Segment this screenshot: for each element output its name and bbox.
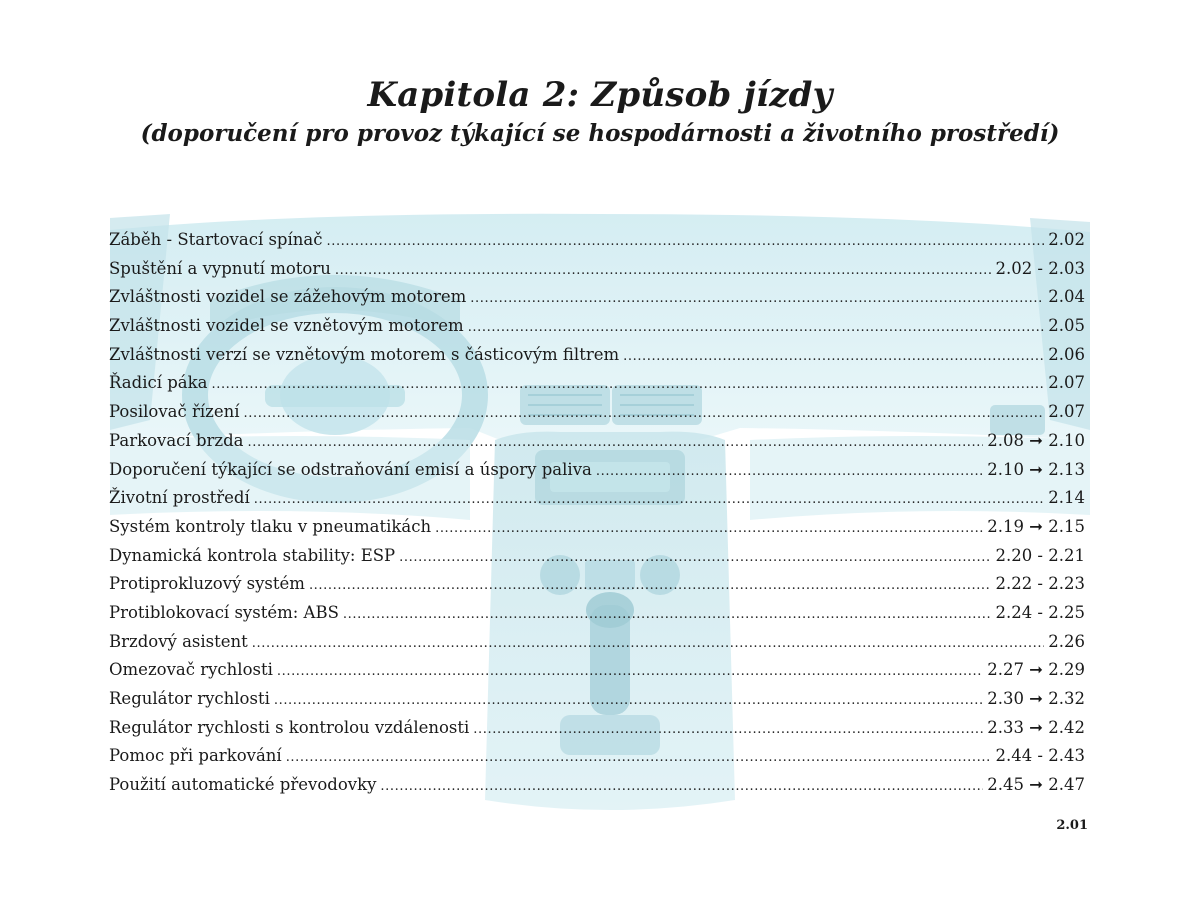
toc-entry-page: 2.02 <box>1048 230 1085 249</box>
toc-entry-page: 2.19 ➞ 2.15 <box>987 516 1085 536</box>
toc-entry-page: 2.30 ➞ 2.32 <box>987 689 1085 708</box>
toc-entry-label: Použití automatické převodovky <box>109 775 377 795</box>
page-subtitle: (doporučení pro provoz týkající se hospodárnosti a životního prostředí) <box>140 120 1060 147</box>
toc-entry-label: Omezovač rychlosti <box>109 660 273 680</box>
toc-entry-label: Zvláštnosti vozidel se zážehovým motorem <box>109 287 467 307</box>
toc-entry-label: Systém kontroly tlaku v pneumatikách <box>109 516 432 536</box>
toc-leader-dots <box>473 716 983 745</box>
toc-entry[interactable] <box>109 427 1085 456</box>
toc-entry-page: 2.33 ➞ 2.42 <box>987 717 1085 737</box>
toc-entry[interactable] <box>109 283 1085 312</box>
toc-entry-label: Záběh - Startovací spínač <box>109 230 323 249</box>
toc-entry-page: 2.44 - 2.43 <box>995 746 1085 766</box>
toc-entry[interactable] <box>109 398 1085 427</box>
toc-leader-dots <box>335 257 992 286</box>
toc-entry-label: Životní prostředí <box>109 488 250 508</box>
page-number: 2.01 <box>1056 818 1088 833</box>
table-of-contents <box>109 226 1085 800</box>
toc-entry[interactable] <box>109 341 1085 370</box>
toc-entry-page: 2.06 <box>1048 344 1085 364</box>
page-title: Kapitola 2: Způsob jízdy <box>367 75 833 115</box>
toc-entry-page: 2.45 ➞ 2.47 <box>987 775 1085 795</box>
toc-leader-dots <box>623 343 1044 372</box>
toc-leader-dots <box>399 544 991 573</box>
toc-entry[interactable] <box>109 628 1085 657</box>
toc-leader-dots <box>274 687 983 716</box>
toc-entry-label: Posilovač řízení <box>109 402 240 422</box>
toc-entry-label: Protiprokluzový systém <box>109 574 305 594</box>
toc-entry[interactable] <box>109 226 1085 255</box>
toc-entry-label: Regulátor rychlosti <box>109 689 270 708</box>
toc-leader-dots <box>211 371 1044 400</box>
toc-entry-page: 2.26 <box>1048 631 1085 651</box>
toc-entry-page: 2.10 ➞ 2.13 <box>987 459 1085 479</box>
toc-entry[interactable] <box>109 685 1085 714</box>
toc-entry[interactable] <box>109 599 1085 628</box>
toc-entry-label: Protiblokovací systém: ABS <box>109 602 339 622</box>
toc-entry-label: Spuštění a vypnutí motoru <box>109 258 331 278</box>
toc-entry-page: 2.14 <box>1048 488 1085 508</box>
toc-entry-label: Zvláštnosti vozidel se vznětovým motorem <box>109 316 464 336</box>
toc-entry[interactable] <box>109 570 1085 599</box>
toc-entry[interactable] <box>109 656 1085 685</box>
toc-entry-label: Brzdový asistent <box>109 631 248 651</box>
toc-entry[interactable] <box>109 513 1085 542</box>
toc-leader-dots <box>247 429 983 458</box>
toc-entry-page: 2.07 <box>1048 373 1085 393</box>
toc-entry-page: 2.22 - 2.23 <box>995 574 1085 594</box>
toc-leader-dots <box>252 630 1044 659</box>
toc-entry[interactable] <box>109 714 1085 743</box>
toc-leader-dots <box>326 228 1044 257</box>
toc-entry-label: Doporučení týkající se odstraňování emisí a úspory paliva <box>109 459 592 479</box>
toc-entry-label: Regulátor rychlosti s kontrolou vzdálenosti <box>109 717 470 737</box>
toc-entry-page: 2.08 ➞ 2.10 <box>987 430 1085 450</box>
toc-entry-label: Dynamická kontrola stability: ESP <box>109 545 396 565</box>
toc-entry-page: 2.27 ➞ 2.29 <box>987 660 1085 680</box>
toc-entry-page: 2.07 <box>1048 402 1085 422</box>
toc-entry-page: 2.20 - 2.21 <box>995 545 1085 565</box>
toc-leader-dots <box>596 458 983 487</box>
toc-entry-label: Řadicí páka <box>109 373 208 393</box>
toc-entry[interactable] <box>109 456 1085 485</box>
toc-entry[interactable] <box>109 255 1085 284</box>
toc-entry-page: 2.04 <box>1048 287 1085 307</box>
toc-entry-label: Parkovací brzda <box>109 430 244 450</box>
toc-entry[interactable] <box>109 369 1085 398</box>
toc-entry[interactable] <box>109 484 1085 513</box>
toc-entry-page: 2.02 - 2.03 <box>995 258 1085 278</box>
toc-leader-dots <box>343 601 992 630</box>
toc-leader-dots <box>309 572 992 601</box>
toc-entry-label: Pomoc při parkování <box>109 746 282 766</box>
toc-leader-dots <box>468 314 1045 343</box>
toc-leader-dots <box>380 773 983 802</box>
toc-entry[interactable] <box>109 742 1085 771</box>
toc-leader-dots <box>435 515 983 544</box>
toc-leader-dots <box>470 285 1044 314</box>
toc-entry[interactable] <box>109 542 1085 571</box>
toc-leader-dots <box>244 400 1045 429</box>
toc-entry-page: 2.05 <box>1048 316 1085 336</box>
toc-entry-label: Zvláštnosti verzí se vznětovým motorem s částicovým filtrem <box>109 344 620 364</box>
toc-entry[interactable] <box>109 771 1085 800</box>
toc-leader-dots <box>277 658 983 687</box>
toc-leader-dots <box>254 486 1045 515</box>
toc-leader-dots <box>286 744 992 773</box>
toc-entry[interactable] <box>109 312 1085 341</box>
toc-entry-page: 2.24 - 2.25 <box>995 602 1085 622</box>
